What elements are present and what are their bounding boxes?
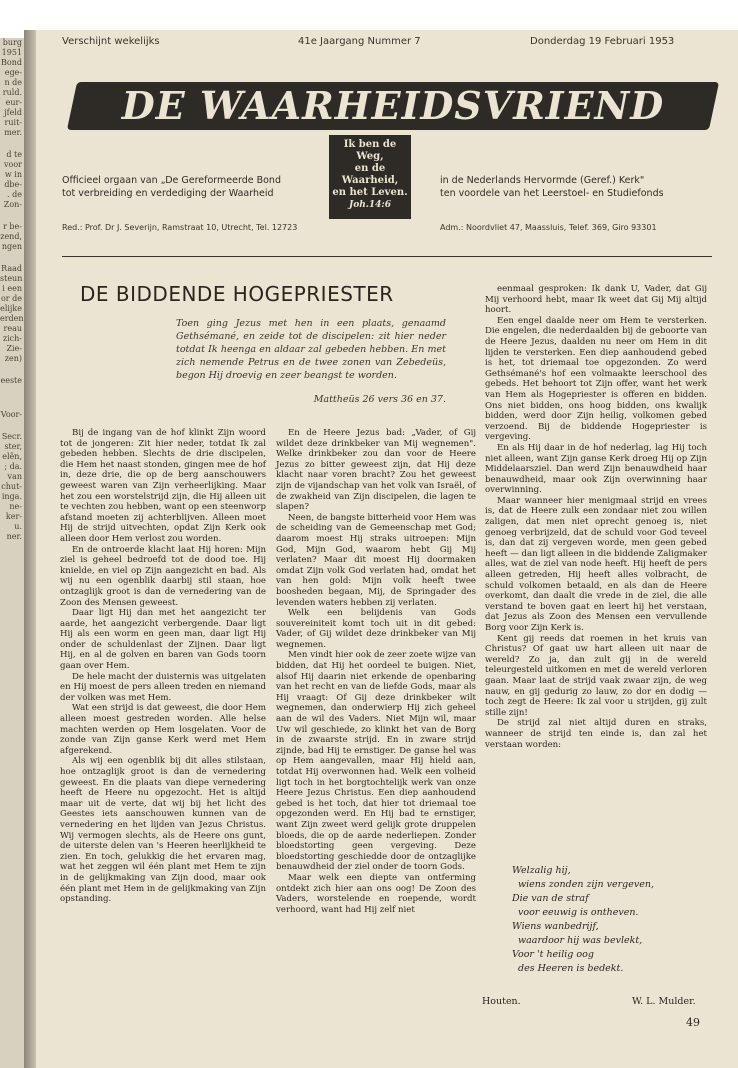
article-column-1 xyxy=(60,428,266,905)
paragraph: Maar wanneer hier menigmaal strijd en vrees is, dat de Heere zulk een zondaar niet zou willen zaligen, dat men niet oprecht genoeg is, niet genoeg verbrijzeld, dat de schuld voor God teveel is, dan dat zij vergeven worde, men geen gebed heeft — dan ligt alleen in die biddende Zaligmaker alles, wat de ziel van node heeft. Hij heeft de pers alleen getreden, Hij heeft alles volbracht, de schuld volkomen betaald, en als dan de Heere overkomt, dan daalt die vrede in de ziel, die alle verstand te boven gaat en leert hij het verstaan, dat Jezus als Zoon des Mensen een vervullende Borg voor Zijn Kerk is. xyxy=(485,495,707,633)
previous-page-fragment: burg xyxy=(2,38,22,47)
issue-date: Donderdag 19 Februari 1953 xyxy=(530,36,675,47)
article-author: W. L. Mulder. xyxy=(632,996,696,1007)
poem-line: Welzalig hij, xyxy=(512,865,571,876)
poem-line: voor eeuwig is ontheven. xyxy=(518,907,639,918)
paragraph: De hele macht der duisternis was uitgelaten en Hij moest de pers alleen treden en niemand der volken was met Hem. xyxy=(60,671,266,703)
motto-line: Ik ben de Weg, xyxy=(343,139,397,162)
article-title: DE BIDDENDE HOGEPRIESTER xyxy=(80,282,394,306)
previous-page-fragment: i een xyxy=(2,284,22,293)
header-rule xyxy=(62,256,712,257)
motto-box xyxy=(329,135,411,219)
previous-page-fragment xyxy=(0,252,24,264)
previous-page-fragment xyxy=(0,364,24,376)
previous-page-fragment: w in xyxy=(4,170,22,179)
paragraph: eenmaal gesproken: Ik dank U, Vader, dat Gij Mij verhoord hebt, maar Ik weet dat Gij Mij altijd hoort. xyxy=(485,284,707,316)
previous-page-fragment: ker- xyxy=(5,512,22,521)
previous-page-fragment: ne- xyxy=(9,502,22,511)
subtitle-left-line: tot verbreiding en verdediging der Waarheid xyxy=(62,188,274,199)
previous-page-fragment xyxy=(0,398,24,410)
previous-page-fragment xyxy=(0,138,24,150)
previous-page-fragment: zich- xyxy=(2,334,22,343)
newspaper-page xyxy=(36,30,738,1068)
administration-address: Adm.: Noordvliet 47, Maassluis, Telef. 369, Giro 93301 xyxy=(440,223,657,232)
previous-page-fragment: chut- xyxy=(1,482,22,491)
page-gutter xyxy=(24,30,36,1068)
paragraph: Bij de ingang van de hof klinkt Zijn woord tot de jongeren: Zit hier neder, totdat Ik zal gebeden hebben. Slechts de drie discipelen, die Hem het naast stonden, gingen mee de hof in, deze drie, die op de berg aanschouwers geweest waren van Zijn verheerlijking. Maar het zou een worstelstrijd zijn, die Hij alleen uit te vechten zou hebben, want op een steenworp afstand moeten zij achterblijven. Alleen moet Hij de strijd uitvechten, opdat Zijn Kerk ook alleen door Hem verlost zou worden. xyxy=(60,428,266,544)
previous-page-fragment: ege- xyxy=(4,68,22,77)
previous-page-fragment: Voor- xyxy=(0,410,22,419)
previous-page-fragment: or de xyxy=(0,294,22,303)
previous-page-fragment: dbe- xyxy=(4,180,22,189)
previous-page-fragment: ner. xyxy=(6,532,22,541)
volume-number: 41e Jaargang Nummer 7 xyxy=(298,36,421,47)
paragraph: Maar welk een diepte van ontferming ontdekt zich hier aan ons oog! De Zoon des Vaders, worstelende en roepende, wordt verhoord, want had Hij zelf niet xyxy=(276,872,476,915)
paragraph: Men vindt hier ook de zeer zoete wijze van bidden, dat Hij het oordeel te buigen. Niet, alsof Hij daarin niet erkende de openbaring van het recht en van de liefde Gods, maar als Hij vraagt: Of Gij deze drinkbeker wilt wegnemen, dan onderwierp Hij zich geheel aan de wil des Vaders. Niet Mijn wil, maar Uw wil geschiede, zo klinkt het van de Borg in de zwaarste strijd. En in zware strijd zijnde, bad Hij te ernstiger. De ganse hel was op Hem aangevallen, maar Hij hield aan, totdat Hij overwonnen had. Welk een volheid ligt toch in het borgtochtelijk werk van onze Heere Jezus Christus. Een diep aanhoudend gebed is het toch, dat hier tot driemaal toe opgezonden werd. En Hij bad te ernstiger, want Zijn zweet werd gelijk grote druppelen bloeds, die op de aarde nederliepen. Zonder bloedstorting geen vergeving. Deze bloedstorting geschiedde door de ontzaglijke benauwdheid der ziel onder de toorn Gods. xyxy=(276,650,476,873)
subtitle-right-line: ten voordele van het Leerstoel- en Studiefonds xyxy=(440,188,664,199)
previous-page-fragment: Raad xyxy=(1,264,22,273)
previous-page-fragment: n de xyxy=(4,78,22,87)
previous-page-fragment: u. xyxy=(14,522,22,531)
subtitle-left-line: Officieel orgaan van „De Gereformeerde Bond xyxy=(62,175,281,186)
previous-page-fragment: ruit- xyxy=(4,118,22,127)
paragraph: Kent gij reeds dat roemen in het kruis van Christus? Of gaat uw hart alleen uit naar de wereld? Zo ja, dan zult gij in de wereld teleurgesteld uitkomen en met de wereld verloren gaan. Maar laat de strijd vaak zwaar zijn, de weg nauw, en gij gedurig zo lauw, zo dor en dodig — toch zegt de Heere: Ik zal voor u strijden, gij zult stille zijn! xyxy=(485,633,707,718)
motto-line: en het Leven. xyxy=(332,187,408,198)
previous-page-fragment: ruld. xyxy=(2,88,22,97)
previous-page-fragment: d te xyxy=(6,150,22,159)
editor-address: Red.: Prof. Dr J. Severijn, Ramstraat 10, Utrecht, Tel. 12723 xyxy=(62,223,298,232)
previous-page-fragment: 1951 xyxy=(1,48,22,57)
previous-page-strip xyxy=(0,38,24,1068)
previous-page-fragment: . de xyxy=(7,190,22,199)
previous-page-fragment xyxy=(0,386,24,398)
previous-page-fragment: elên, xyxy=(2,452,22,461)
previous-page-fragment xyxy=(0,420,24,432)
motto-line: en de Waarheid, xyxy=(341,163,399,186)
paragraph: Een engel daalde neer om Hem te versterken. Die engelen, die nederdaalden bij de geboorte van de Heere Jezus, daalden nu neer om Hem in dit lijden te versterken. Een diep aanhoudend gebed is het, tot driemaal toe opgezonden. Zo werd Gethsémané's hof een volmaakte leerschool des gebeds. Het behoort tot Zijn offer, want het werk van Hem als Hogepriester is offeren en bidden. Ons niet bidden, ons hoog bidden, ons kwalijk bidden, werd door Zijn heilig, volkomen gebed verzoend. Bij de biddende Hogepriester is vergeving. xyxy=(485,315,707,443)
previous-page-fragment: erden xyxy=(0,314,24,323)
paragraph: Neen, de bangste bitterheid voor Hem was de scheiding van de Gemeenschap met God; daarom moest Hij straks uitroepen: Mijn God, Mijn God, waarom hebt Gij Mij verlaten? Maar dit moest Hij doormaken omdat Zijn volk God verlaten had, omdat het van hen gold: Mijn volk heeft twee boosheden begaan, Mij, de Springader des levenden waters hebben zij verlaten. xyxy=(276,512,476,608)
article-column-2 xyxy=(276,428,476,915)
subtitle-left xyxy=(62,174,324,200)
epigraph-reference: Mattheüs 26 vers 36 en 37. xyxy=(313,394,446,405)
previous-page-fragment: ; da. xyxy=(4,462,22,471)
previous-page-fragment: mer. xyxy=(4,128,22,137)
poem-block xyxy=(512,864,708,976)
poem-line: waardoor hij was bevlekt, xyxy=(518,935,643,946)
poem-line: wiens zonden zijn vergeven, xyxy=(518,879,654,890)
previous-page-fragment: jfeld xyxy=(4,108,22,117)
paragraph: De strijd zal niet altijd duren en straks, wanneer de strijd ten einde is, dan zal het verstaan worden: xyxy=(485,718,707,750)
previous-page-fragment: Zie- xyxy=(6,344,22,353)
paragraph: En de Heere Jezus bad: „Vader, of Gij wildet deze drinkbeker van Mij wegnemen". Welke drinkbeker zou dan voor de Heere Jezus zo bitter geweest zijn, dat Hij deze klacht naar voren bracht? Zou het geweest zijn de vijandschap van het volk van Israël, of de zwakheid van Zijn discipelen, die lagen te slapen? xyxy=(276,428,476,513)
previous-page-fragment xyxy=(0,210,24,222)
subtitle-right-line: in de Nederlands Hervormde (Geref.) Kerk" xyxy=(440,175,645,186)
previous-page-fragment: r be- xyxy=(3,222,22,231)
paragraph: En de ontroerde klacht laat Hij horen: Mijn ziel is geheel bedroefd tot de dood toe. Hij knielde, en viel op Zijn aangezicht en bad. Als wij nu een ogenblik daarbij stil staan, hoe ontzaglijk groot is dan de vernedering van de Zoon des Mensen geweest. xyxy=(60,544,266,608)
article-column-3 xyxy=(485,284,707,750)
frequency-label: Verschijnt wekelijks xyxy=(62,36,160,47)
previous-page-fragment: steun xyxy=(0,274,23,283)
previous-page-fragment: ngen xyxy=(1,242,22,251)
paragraph: Welk een belijdenis van Gods souvereiniteit komt toch uit in dit gebed: Vader, of Gij wildet deze drinkbeker van Mij wegnemen. xyxy=(276,608,476,650)
subtitle-right xyxy=(440,174,716,200)
paragraph: En als Hij daar in de hof nederlag, lag Hij toch niet alleen, want Zijn ganse Kerk droeg Hij op Zijn Middelaarsziel. Dan werd Zijn benauwdheid haar benauwdheid, maar ook Zijn overwinning haar overwinning. xyxy=(485,442,707,496)
paragraph: Als wij een ogenblik bij dit alles stilstaan, hoe ontzaglijk groot is dan de vernedering geweest. En die plaats van diepe vernedering heeft de Heere nu opgezocht. Het is altijd maar uit de verte, dat wij bij het licht des Geestes iets aanschouwen kunnen van de vernedering en het lijden van Jezus Christus. Wij vermogen slechts, als de Heere ons gunt, de uiterste delen van 's Heeren heerlijkheid te zien. En toch, gelukkig die het ervaren mag, wat het zeggen wil één plant met Hem te zijn in de gelijkmaking van Zijn dood, maar ook één plant met Hem in de gelijkmaking van Zijn opstanding. xyxy=(60,756,266,905)
previous-page-fragment: Zon- xyxy=(3,200,22,209)
paragraph: Wat een strijd is dat geweest, die door Hem alleen moest gestreden worden. Alle helse machten werden op Hem losgelaten. Voor de zonde van Zijn ganse Kerk werd met Hem afgerekend. xyxy=(60,703,266,756)
previous-page-fragment: inga. xyxy=(1,492,22,501)
previous-page-fragment: zend, xyxy=(0,232,22,241)
poem-line: Voor 't heilig oog xyxy=(512,949,594,960)
page-number: 49 xyxy=(686,1016,700,1029)
poem-line: des Heeren is bedekt. xyxy=(518,963,624,974)
poem-line: Wiens wanbedrijf, xyxy=(512,921,599,932)
masthead-title: DE WAARHEIDSVRIEND xyxy=(121,83,665,128)
previous-page-fragment: eur- xyxy=(5,98,22,107)
paragraph: Daar ligt Hij dan met het aangezicht ter aarde, het aangezicht verbergende. Daar ligt Hij als een worm en geen man, daar ligt Hij onder de schuldenlast der Zijnen. Daar ligt Hij, en al de golven en baren van Gods toorn gaan over Hem. xyxy=(60,608,266,672)
article-place: Houten. xyxy=(482,996,521,1007)
poem-line: Die van de straf xyxy=(512,893,589,904)
previous-page-fragment: voor xyxy=(4,160,22,169)
previous-page-fragment: ster, xyxy=(4,442,22,451)
previous-page-fragment: eeste xyxy=(0,376,22,385)
motto-reference: Joh.14:6 xyxy=(348,200,392,210)
article-epigraph: Toen ging Jezus met hen in een plaats, genaamd Gethsémané, en zeide tot de discipelen: zit hier neder totdat Ik heenga en aldaar zal gebeden hebben. En met zich nemende Petrus en de twee zonen van Zebedeüs, begon Hij droevig en zeer beangst te worden. xyxy=(176,318,446,381)
previous-page-fragment: van xyxy=(7,472,22,481)
previous-page-fragment: reau xyxy=(3,324,22,333)
previous-page-fragment: Secr. xyxy=(1,432,22,441)
previous-page-fragment: zen) xyxy=(4,354,22,363)
previous-page-fragment: elijke xyxy=(0,304,22,313)
previous-page-fragment: Bond xyxy=(1,58,22,67)
